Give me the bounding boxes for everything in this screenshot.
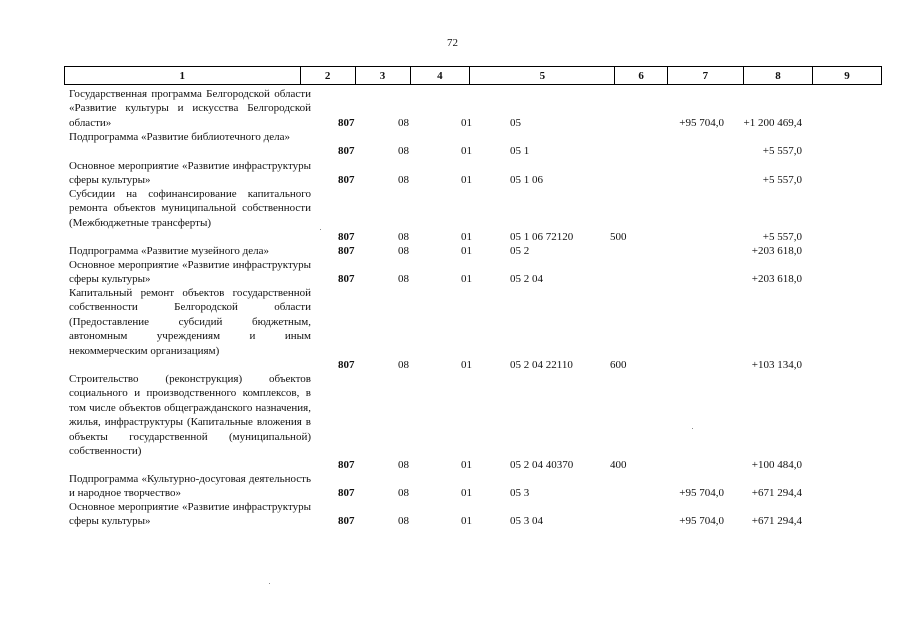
row-code: 807 bbox=[338, 487, 355, 499]
row-target: 05 2 bbox=[510, 245, 530, 257]
row-subsection: 01 bbox=[461, 117, 472, 129]
row-section: 08 bbox=[398, 231, 409, 243]
row-section: 08 bbox=[398, 174, 409, 186]
header-col-2: 2 bbox=[301, 67, 356, 84]
row-name: Государственная программа Белгородской области «Развитие культуры и искусства Белгородской области» bbox=[69, 88, 311, 129]
row-name: Основное мероприятие «Развитие инфраструктуры сферы культуры» bbox=[69, 160, 311, 187]
header-col-7: 7 bbox=[668, 67, 744, 84]
row-subsection: 01 bbox=[461, 515, 472, 527]
row-subsection: 01 bbox=[461, 459, 472, 471]
header-col-5: 5 bbox=[470, 67, 615, 84]
row-target: 05 1 06 bbox=[510, 174, 543, 186]
row-amount-8: +671 294,4 bbox=[751, 487, 802, 499]
row-amount-7: +95 704,0 bbox=[679, 117, 724, 129]
row-expense-type: 500 bbox=[610, 231, 627, 243]
row-amount-8: +1 200 469,4 bbox=[743, 117, 802, 129]
row-code: 807 bbox=[338, 515, 355, 527]
row-amount-8: +5 557,0 bbox=[762, 145, 802, 157]
row-subsection: 01 bbox=[461, 174, 472, 186]
row-amount-8: +103 134,0 bbox=[751, 359, 802, 371]
row-subsection: 01 bbox=[461, 359, 472, 371]
row-amount-8: +100 484,0 bbox=[751, 459, 802, 471]
scan-speck bbox=[692, 428, 693, 429]
row-amount-8: +203 618,0 bbox=[751, 245, 802, 257]
header-col-1: 1 bbox=[65, 67, 301, 84]
header-col-9: 9 bbox=[844, 69, 850, 82]
row-section: 08 bbox=[398, 117, 409, 129]
row-section: 08 bbox=[398, 145, 409, 157]
row-name: Подпрограмма «Культурно-досуговая деятельность и народное творчество» bbox=[69, 473, 311, 500]
row-amount-8: +671 294,4 bbox=[751, 515, 802, 527]
row-subsection: 01 bbox=[461, 273, 472, 285]
row-section: 08 bbox=[398, 459, 409, 471]
row-code: 807 bbox=[338, 145, 355, 157]
row-code: 807 bbox=[338, 359, 355, 371]
row-subsection: 01 bbox=[461, 487, 472, 499]
header-col-4: 4 bbox=[411, 67, 471, 84]
row-expense-type: 400 bbox=[610, 459, 627, 471]
row-section: 08 bbox=[398, 245, 409, 257]
row-code: 807 bbox=[338, 117, 355, 129]
row-subsection: 01 bbox=[461, 145, 472, 157]
row-subsection: 01 bbox=[461, 245, 472, 257]
row-target: 05 1 bbox=[510, 145, 530, 157]
row-code: 807 bbox=[338, 459, 355, 471]
row-code: 807 bbox=[338, 273, 355, 285]
row-target: 05 2 04 22110 bbox=[510, 359, 573, 371]
row-expense-type: 600 bbox=[610, 359, 627, 371]
row-code: 807 bbox=[338, 231, 355, 243]
row-amount-8: +5 557,0 bbox=[762, 231, 802, 243]
row-subsection: 01 bbox=[461, 231, 472, 243]
header-col-3: 3 bbox=[356, 67, 411, 84]
table-header bbox=[64, 66, 882, 85]
row-name: Капитальный ремонт объектов государственной собственности Белгородской области (Предоставление субсидий бюджетным, автономным учреждениям и иным некоммерческим организациям) bbox=[69, 287, 311, 357]
row-target: 05 1 06 72120 bbox=[510, 231, 574, 243]
row-name: Подпрограмма «Развитие библиотечного дела» bbox=[69, 131, 290, 143]
row-target: 05 2 04 bbox=[510, 273, 543, 285]
row-section: 08 bbox=[398, 515, 409, 527]
scan-speck bbox=[269, 583, 270, 584]
row-code: 807 bbox=[338, 245, 355, 257]
row-amount-8: +5 557,0 bbox=[762, 174, 802, 186]
header-col-6: 6 bbox=[615, 67, 667, 84]
row-target: 05 2 04 40370 bbox=[510, 459, 574, 471]
page-number: 72 bbox=[447, 37, 458, 49]
row-amount-7: +95 704,0 bbox=[679, 515, 724, 527]
row-section: 08 bbox=[398, 487, 409, 499]
row-name: Основное мероприятие «Развитие инфраструктуры сферы культуры» bbox=[69, 259, 311, 286]
row-amount-8: +203 618,0 bbox=[751, 273, 802, 285]
row-target: 05 3 bbox=[510, 487, 530, 499]
row-target: 05 bbox=[510, 117, 521, 129]
row-name: Субсидии на софинансирование капитального ремонта объектов муниципальной собственности (Межбюджетные трансферты) bbox=[69, 188, 311, 229]
row-code: 807 bbox=[338, 174, 355, 186]
row-name: Строительство (реконструкция) объектов социального и производственного комплексов, в том числе объектов общегражданского назначения, жилья, инфраструктуры (Капитальные вложения в объекты государственной (муниципальной) собственности) bbox=[69, 373, 311, 458]
row-section: 08 bbox=[398, 359, 409, 371]
row-section: 08 bbox=[398, 273, 409, 285]
row-amount-7: +95 704,0 bbox=[679, 487, 724, 499]
row-target: 05 3 04 bbox=[510, 515, 543, 527]
row-name: Основное мероприятие «Развитие инфраструктуры сферы культуры» bbox=[69, 501, 311, 528]
header-col-8: 8 bbox=[744, 67, 813, 84]
scan-speck bbox=[320, 229, 321, 230]
row-name: Подпрограмма «Развитие музейного дела» bbox=[69, 245, 270, 257]
